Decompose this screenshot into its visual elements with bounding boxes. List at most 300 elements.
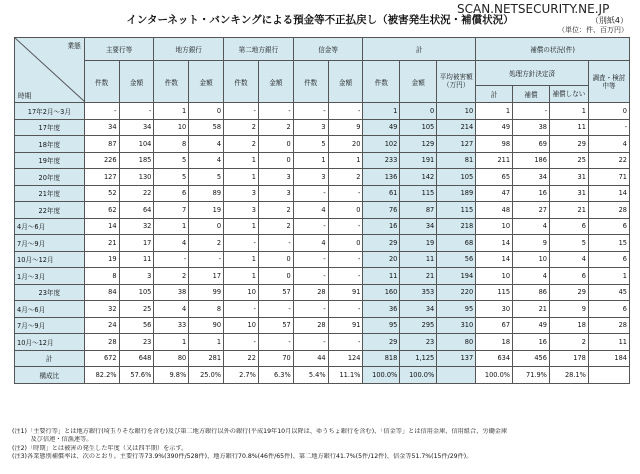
- cell-value: 226: [84, 152, 119, 169]
- cell-value: 115: [476, 284, 513, 301]
- cell-value: 90: [189, 317, 224, 334]
- cell-value: -: [328, 251, 363, 268]
- cell-value: 71: [588, 169, 629, 186]
- row-label: 構成比: [15, 367, 85, 384]
- cell-value: -: [258, 301, 293, 318]
- cell-value: -: [328, 218, 363, 235]
- second-regional-header: 第二地方銀行: [224, 38, 294, 61]
- cell-value: 1: [293, 152, 328, 169]
- cell-value: 2: [224, 119, 259, 136]
- row-label: 7月～9月: [15, 317, 85, 334]
- cell-value: 21: [84, 235, 119, 252]
- cell-value: 189: [437, 185, 476, 202]
- cell-value: 648: [119, 350, 154, 367]
- cell-value: 1: [328, 152, 363, 169]
- cell-value: 5.4%: [293, 367, 328, 384]
- cell-value: 33: [154, 317, 189, 334]
- corner-header: [15, 38, 85, 103]
- cell-value: 64: [119, 202, 154, 219]
- cell-value: 1: [224, 268, 259, 285]
- cell-value: 105: [119, 284, 154, 301]
- cell-value: 62: [84, 202, 119, 219]
- cell-value: -: [588, 119, 629, 136]
- cell-value: 214: [437, 119, 476, 136]
- cell-value: 70: [258, 350, 293, 367]
- cell-value: 38: [154, 284, 189, 301]
- cell-value: 9: [513, 235, 550, 252]
- cell-value: [588, 367, 629, 384]
- cell-value: 1: [224, 169, 259, 186]
- cell-value: 14: [84, 218, 119, 235]
- count-header: 件数: [363, 61, 400, 103]
- note-1: (注1)「主要行等」とは地方銀行(埼玉りそな銀行を含む)及び第二地方銀行以外の銀行(平成19年10月以降は、ゆうちょ銀行を含む)、「信金等」とは信用金庫、信用組合、労働金庫: [12, 428, 508, 435]
- cell-value: -: [224, 334, 259, 351]
- cell-value: 14: [476, 235, 513, 252]
- unit-label: （単位：件、百万円）: [558, 26, 628, 34]
- cell-value: 191: [400, 152, 437, 169]
- cell-value: 178: [549, 350, 588, 367]
- table-row: [15, 317, 630, 334]
- cell-value: 10: [154, 119, 189, 136]
- cell-value: -: [84, 103, 119, 120]
- cell-value: 4: [588, 136, 629, 153]
- cell-value: 14: [476, 251, 513, 268]
- cell-value: 2: [258, 218, 293, 235]
- cell-value: 8: [189, 301, 224, 318]
- avg-damage-header: 平均被害額（万円）: [437, 61, 476, 103]
- amount-header: 金額: [189, 61, 224, 103]
- cell-value: 16: [513, 185, 550, 202]
- cell-value: 3: [119, 268, 154, 285]
- table-row: [15, 103, 630, 120]
- cell-value: 22: [224, 350, 259, 367]
- cell-value: 5: [154, 169, 189, 186]
- cell-value: 6: [549, 218, 588, 235]
- row-label: 1月～3月: [15, 268, 85, 285]
- cell-value: 57: [258, 284, 293, 301]
- cell-value: 11: [119, 251, 154, 268]
- cell-value: -: [328, 334, 363, 351]
- cell-value: 105: [400, 119, 437, 136]
- cell-value: 160: [363, 284, 400, 301]
- cell-value: 2.7%: [224, 367, 259, 384]
- cell-value: -: [224, 103, 259, 120]
- cell-value: 100.0%: [476, 367, 513, 384]
- cell-value: 31: [549, 185, 588, 202]
- cell-value: 61: [363, 185, 400, 202]
- cell-value: 4: [154, 235, 189, 252]
- cell-value: 56: [119, 317, 154, 334]
- cell-value: 29: [363, 235, 400, 252]
- count-header: 件数: [293, 61, 328, 103]
- cell-value: 1,125: [400, 350, 437, 367]
- cell-value: 84: [84, 284, 119, 301]
- cell-value: 4: [154, 301, 189, 318]
- footnotes: [12, 428, 636, 462]
- cell-value: -: [293, 218, 328, 235]
- cell-value: 0: [588, 103, 629, 120]
- cell-value: -: [258, 235, 293, 252]
- cell-value: 89: [189, 185, 224, 202]
- cell-value: 1: [588, 268, 629, 285]
- cell-value: 4: [189, 136, 224, 153]
- cell-value: 67: [476, 317, 513, 334]
- cell-value: 95: [437, 301, 476, 318]
- regional-banks-header: 地方銀行: [154, 38, 224, 61]
- note-2: (注2)「時期」とは被害の発生した年度（又は四半期）を示す。: [12, 444, 188, 452]
- cell-value: 17: [189, 268, 224, 285]
- cell-value: 127: [84, 169, 119, 186]
- cell-value: 32: [84, 301, 119, 318]
- cell-value: 184: [588, 350, 629, 367]
- table-row: [15, 136, 630, 153]
- cell-value: 80: [154, 350, 189, 367]
- cell-value: 5: [154, 152, 189, 169]
- cell-value: 2: [224, 136, 259, 153]
- cell-value: 49: [513, 317, 550, 334]
- cell-value: 11: [363, 268, 400, 285]
- cell-value: 3: [293, 119, 328, 136]
- cell-value: 49: [476, 119, 513, 136]
- row-label: 4月～6月: [15, 218, 85, 235]
- sum-header: 計: [476, 86, 513, 103]
- cell-value: 36: [363, 301, 400, 318]
- total-header: 計: [363, 38, 476, 61]
- cell-value: 672: [84, 350, 119, 367]
- cell-value: 95: [363, 317, 400, 334]
- cell-value: 47: [476, 185, 513, 202]
- cell-value: 0: [258, 268, 293, 285]
- cell-value: 3: [224, 202, 259, 219]
- cell-value: 86: [513, 284, 550, 301]
- cell-value: -: [258, 334, 293, 351]
- cell-value: 0: [328, 202, 363, 219]
- cell-value: 100.0%: [363, 367, 400, 384]
- page-title: インターネット・バンキングによる預金等不正払戻し（被害発生状況・補償状況）: [126, 14, 514, 26]
- cell-value: 6: [154, 185, 189, 202]
- cell-value: 115: [400, 185, 437, 202]
- cell-value: -: [328, 268, 363, 285]
- cell-value: 29: [549, 284, 588, 301]
- cell-value: 10: [224, 317, 259, 334]
- table-row: [15, 350, 630, 367]
- cell-value: 4: [513, 268, 550, 285]
- cell-value: 48: [476, 202, 513, 219]
- cell-value: 20: [363, 251, 400, 268]
- table-row: [15, 202, 630, 219]
- cell-value: 10: [224, 284, 259, 301]
- cell-value: 6.3%: [258, 367, 293, 384]
- cell-value: 1: [549, 103, 588, 120]
- cell-value: -: [224, 235, 259, 252]
- no-comp-header: 補償しない: [549, 86, 588, 103]
- cell-value: -: [154, 251, 189, 268]
- cell-value: -: [293, 334, 328, 351]
- cell-value: 28: [293, 284, 328, 301]
- table-row: [15, 185, 630, 202]
- decided-header: 処理方針決定済: [476, 61, 589, 86]
- note-1-cont: 及び信連・信漁連等。: [12, 436, 93, 444]
- table-row: [15, 334, 630, 351]
- cell-value: 2: [258, 202, 293, 219]
- count-header: 件数: [154, 61, 189, 103]
- cell-value: 4: [549, 251, 588, 268]
- cell-value: 100.0%: [400, 367, 437, 384]
- cell-value: 28: [588, 317, 629, 334]
- cell-value: 29: [549, 136, 588, 153]
- cell-value: 34: [119, 119, 154, 136]
- shinkin-header: 信金等: [293, 38, 363, 61]
- cell-value: 4: [293, 202, 328, 219]
- table-row: [15, 218, 630, 235]
- cell-value: 105: [437, 169, 476, 186]
- cell-value: -: [293, 268, 328, 285]
- cell-value: 31: [549, 169, 588, 186]
- cell-value: 127: [437, 136, 476, 153]
- cell-value: 4: [189, 152, 224, 169]
- cell-value: 0: [258, 136, 293, 153]
- major-banks-header: 主要行等: [84, 38, 154, 61]
- cell-value: 2: [154, 268, 189, 285]
- cell-value: 18: [549, 317, 588, 334]
- cell-value: 11.1%: [328, 367, 363, 384]
- cell-value: 32: [119, 218, 154, 235]
- row-label: 19年度: [15, 152, 85, 169]
- cell-value: 194: [437, 268, 476, 285]
- cell-value: 1: [189, 334, 224, 351]
- cell-value: 1: [224, 251, 259, 268]
- cell-value: 58: [189, 119, 224, 136]
- table-row: [15, 367, 630, 384]
- cell-value: 27: [513, 202, 550, 219]
- cell-value: 34: [513, 169, 550, 186]
- table-row: [15, 268, 630, 285]
- cell-value: 281: [189, 350, 224, 367]
- cell-value: 3: [258, 169, 293, 186]
- cell-value: 1: [154, 334, 189, 351]
- cell-value: 65: [476, 169, 513, 186]
- cell-value: 91: [328, 284, 363, 301]
- cell-value: 9: [549, 301, 588, 318]
- cell-value: -: [328, 301, 363, 318]
- row-label: 10月～12月: [15, 334, 85, 351]
- row-label: 計: [15, 350, 85, 367]
- cell-value: 17: [119, 235, 154, 252]
- row-label: 10月～12月: [15, 251, 85, 268]
- cell-value: 87: [84, 136, 119, 153]
- cell-value: 8: [154, 136, 189, 153]
- cell-value: 104: [119, 136, 154, 153]
- cell-value: 10: [513, 251, 550, 268]
- table-row: [15, 301, 630, 318]
- cell-value: 30: [476, 301, 513, 318]
- cell-value: 82.2%: [84, 367, 119, 384]
- amount-header: 金額: [328, 61, 363, 103]
- cell-value: 0: [258, 251, 293, 268]
- cell-value: 25: [119, 301, 154, 318]
- cell-value: 1: [363, 103, 400, 120]
- row-label: 17年2月～3月: [15, 103, 85, 120]
- table-row: [15, 251, 630, 268]
- cell-value: 22: [119, 185, 154, 202]
- cell-value: 80: [437, 334, 476, 351]
- cell-value: 45: [588, 284, 629, 301]
- cell-value: 15: [588, 235, 629, 252]
- cell-value: 28: [84, 334, 119, 351]
- cell-value: 28.1%: [549, 367, 588, 384]
- cell-value: 49: [363, 119, 400, 136]
- amount-header: 金額: [119, 61, 154, 103]
- cell-value: 8: [84, 268, 119, 285]
- cell-value: 28: [588, 202, 629, 219]
- cell-value: 29: [363, 334, 400, 351]
- cell-value: 137: [437, 350, 476, 367]
- count-header: 件数: [84, 61, 119, 103]
- note-3: (注3)各業態別補償率は、次のとおり。主要行等73.9%(390件/528件)、地方銀行70.8%(46件/65件)、第二地方銀行41.7%(5件/12件)、信金等51.7%(15件/29件)。: [12, 453, 473, 461]
- cell-value: 87: [400, 202, 437, 219]
- cell-value: 69: [513, 136, 550, 153]
- cell-value: -: [293, 301, 328, 318]
- cell-value: 3: [258, 185, 293, 202]
- cell-value: 10: [476, 218, 513, 235]
- table-row: [15, 284, 630, 301]
- cell-value: 81: [437, 152, 476, 169]
- reviewing-header: 調査・検討中等: [588, 61, 629, 103]
- cell-value: 185: [119, 152, 154, 169]
- table-row: [15, 152, 630, 169]
- cell-value: 233: [363, 152, 400, 169]
- cell-value: 220: [437, 284, 476, 301]
- cell-value: 3: [293, 169, 328, 186]
- cell-value: 353: [400, 284, 437, 301]
- cell-value: 1: [154, 103, 189, 120]
- cell-value: 4: [513, 218, 550, 235]
- cell-value: 98: [476, 136, 513, 153]
- cell-value: 2: [549, 334, 588, 351]
- cell-value: 142: [400, 169, 437, 186]
- annex-label: （別紙4）: [590, 16, 628, 25]
- cell-value: 10: [476, 268, 513, 285]
- cell-value: 2: [189, 235, 224, 252]
- cell-value: 11: [400, 251, 437, 268]
- cell-value: 9: [328, 119, 363, 136]
- cell-value: 11: [588, 334, 629, 351]
- cell-value: 115: [437, 202, 476, 219]
- cell-value: 34: [400, 301, 437, 318]
- cell-value: 310: [437, 317, 476, 334]
- row-label: 7月～9月: [15, 235, 85, 252]
- cell-value: 21: [400, 268, 437, 285]
- row-label: 4月～6月: [15, 301, 85, 318]
- cell-value: 71.9%: [513, 367, 550, 384]
- cell-value: -: [293, 251, 328, 268]
- cell-value: 3: [224, 185, 259, 202]
- cell-value: 211: [476, 152, 513, 169]
- cell-value: 0: [189, 218, 224, 235]
- cell-value: 295: [400, 317, 437, 334]
- cell-value: 5: [549, 235, 588, 252]
- cell-value: 52: [84, 185, 119, 202]
- cell-value: 129: [400, 136, 437, 153]
- cell-value: 23: [119, 334, 154, 351]
- cell-value: -: [328, 185, 363, 202]
- cell-value: -: [293, 103, 328, 120]
- cell-value: 102: [363, 136, 400, 153]
- cell-value: 34: [84, 119, 119, 136]
- cell-value: -: [258, 103, 293, 120]
- cell-value: 9.8%: [154, 367, 189, 384]
- row-label: 18年度: [15, 136, 85, 153]
- cell-value: -: [189, 251, 224, 268]
- amount-header: 金額: [258, 61, 293, 103]
- cell-value: 38: [513, 119, 550, 136]
- row-label: 21年度: [15, 185, 85, 202]
- cell-value: 4: [293, 235, 328, 252]
- cell-value: 68: [437, 235, 476, 252]
- amount-header: 金額: [400, 61, 437, 103]
- cell-value: 2: [258, 119, 293, 136]
- cell-value: 456: [513, 350, 550, 367]
- cell-value: 57.6%: [119, 367, 154, 384]
- cell-value: 186: [513, 152, 550, 169]
- cell-value: 5: [293, 136, 328, 153]
- table-row: [15, 169, 630, 186]
- cell-value: 0: [328, 235, 363, 252]
- cell-value: -: [119, 103, 154, 120]
- table-row: [15, 119, 630, 136]
- cell-value: 1: [476, 103, 513, 120]
- cell-value: 7: [154, 202, 189, 219]
- compensation-header: 補償の状況(件): [476, 38, 630, 61]
- cell-value: 56: [437, 251, 476, 268]
- cell-value: 0: [258, 152, 293, 169]
- cell-value: 0: [189, 103, 224, 120]
- cell-value: 22: [588, 152, 629, 169]
- cell-value: 5: [189, 169, 224, 186]
- gyotai-header: 業態: [67, 42, 81, 50]
- comp-header: 補償: [513, 86, 550, 103]
- cell-value: 130: [119, 169, 154, 186]
- cell-value: 44: [293, 350, 328, 367]
- cell-value: 28: [293, 317, 328, 334]
- cell-value: 19: [189, 202, 224, 219]
- cell-value: 76: [363, 202, 400, 219]
- cell-value: 10: [437, 103, 476, 120]
- cell-value: 124: [328, 350, 363, 367]
- cell-value: 34: [400, 218, 437, 235]
- row-label: 17年度: [15, 119, 85, 136]
- row-label: 20年度: [15, 169, 85, 186]
- cell-value: 19: [84, 251, 119, 268]
- cell-value: -: [328, 103, 363, 120]
- cell-value: 634: [476, 350, 513, 367]
- cell-value: 25: [549, 152, 588, 169]
- jiki-header: 時期: [18, 92, 32, 100]
- fraud-table: [14, 37, 630, 384]
- cell-value: 91: [328, 317, 363, 334]
- cell-value: 18: [476, 334, 513, 351]
- cell-value: 16: [513, 334, 550, 351]
- cell-value: [437, 367, 476, 384]
- cell-value: 2: [328, 169, 363, 186]
- cell-value: 24: [84, 317, 119, 334]
- table-body: [15, 103, 630, 384]
- cell-value: -: [293, 185, 328, 202]
- cell-value: 1: [224, 152, 259, 169]
- cell-value: 99: [189, 284, 224, 301]
- cell-value: 16: [363, 218, 400, 235]
- row-label: 23年度: [15, 284, 85, 301]
